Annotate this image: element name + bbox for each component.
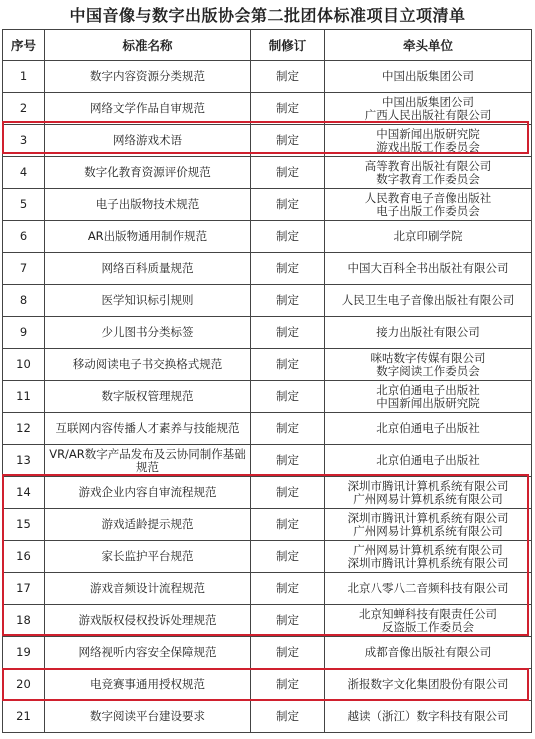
revision-type: 制定 bbox=[251, 189, 325, 221]
lead-unit-line: 北京八零八二音频科技有限公司 bbox=[347, 581, 509, 595]
lead-unit-line: 广州网易计算机系统有限公司 bbox=[353, 491, 503, 506]
row-number: 2 bbox=[3, 93, 45, 125]
lead-unit bbox=[325, 157, 532, 189]
table-row bbox=[3, 413, 532, 445]
lead-unit-line: 人民卫生电子音像出版社有限公司 bbox=[341, 293, 515, 307]
lead-unit-line: 中国新闻出版研究院 bbox=[376, 126, 480, 141]
table-row bbox=[3, 61, 532, 93]
revision-type: 制定 bbox=[251, 221, 325, 253]
lead-unit-line: 电子出版工作委员会 bbox=[376, 203, 480, 218]
header-type: 制修订 bbox=[251, 30, 325, 61]
lead-unit bbox=[325, 253, 532, 285]
lead-unit-line: 中国出版集团公司 bbox=[382, 69, 474, 83]
table-row bbox=[3, 701, 532, 733]
row-number: 9 bbox=[3, 317, 45, 349]
lead-unit-line: 数字教育工作委员会 bbox=[376, 171, 480, 186]
row-number: 3 bbox=[3, 125, 45, 157]
lead-unit-line: 反盗版工作委员会 bbox=[382, 619, 474, 634]
table-row bbox=[3, 253, 532, 285]
table-row bbox=[3, 349, 532, 381]
revision-type: 制定 bbox=[251, 541, 325, 573]
lead-unit bbox=[325, 285, 532, 317]
lead-unit-line: 数字阅读工作委员会 bbox=[376, 363, 480, 378]
lead-unit-line: 浙报数字文化集团股份有限公司 bbox=[347, 677, 509, 691]
row-number: 18 bbox=[3, 605, 45, 637]
standard-name: 网络游戏术语 bbox=[45, 125, 251, 157]
revision-type: 制定 bbox=[251, 605, 325, 637]
lead-unit bbox=[325, 637, 532, 669]
lead-unit-line: 广州网易计算机系统有限公司 bbox=[353, 542, 503, 557]
revision-type: 制定 bbox=[251, 253, 325, 285]
row-number: 15 bbox=[3, 509, 45, 541]
lead-unit bbox=[325, 317, 532, 349]
revision-type: 制定 bbox=[251, 669, 325, 701]
lead-unit-line: 成都音像出版社有限公司 bbox=[364, 645, 492, 659]
revision-type: 制定 bbox=[251, 157, 325, 189]
row-number: 14 bbox=[3, 477, 45, 509]
lead-unit-line: 游戏出版工作委员会 bbox=[376, 139, 480, 154]
row-number: 8 bbox=[3, 285, 45, 317]
lead-unit-line: 中国新闻出版研究院 bbox=[376, 395, 480, 410]
lead-unit bbox=[325, 701, 532, 733]
table-row bbox=[3, 445, 532, 477]
highlight-box-row-20 bbox=[2, 668, 529, 701]
table-row bbox=[3, 221, 532, 253]
row-number: 12 bbox=[3, 413, 45, 445]
standard-name: 网络百科质量规范 bbox=[45, 253, 251, 285]
row-number: 10 bbox=[3, 349, 45, 381]
header-name: 标准名称 bbox=[45, 30, 251, 61]
revision-type: 制定 bbox=[251, 93, 325, 125]
standard-name: 数字阅读平台建设要求 bbox=[45, 701, 251, 733]
lead-unit-line: 咪咕数字传媒有限公司 bbox=[370, 350, 486, 365]
row-number: 19 bbox=[3, 637, 45, 669]
table-row bbox=[3, 381, 532, 413]
lead-unit-line: 深圳市腾讯计算机系统有限公司 bbox=[347, 478, 509, 493]
revision-type: 制定 bbox=[251, 509, 325, 541]
standard-name: 游戏适龄提示规范 bbox=[45, 509, 251, 541]
standard-name: 医学知识标引规则 bbox=[45, 285, 251, 317]
lead-unit-line: 北京伯通电子出版社 bbox=[376, 453, 480, 467]
table-row bbox=[3, 157, 532, 189]
lead-unit-line: 北京知蝉科技有限责任公司 bbox=[359, 606, 497, 621]
lead-unit-line: 中国出版集团公司 bbox=[382, 94, 474, 109]
revision-type: 制定 bbox=[251, 381, 325, 413]
standard-name: 网络视听内容安全保障规范 bbox=[45, 637, 251, 669]
lead-unit bbox=[325, 381, 532, 413]
revision-type: 制定 bbox=[251, 413, 325, 445]
standard-name: 网络文学作品自审规范 bbox=[45, 93, 251, 125]
lead-unit-line: 接力出版社有限公司 bbox=[376, 325, 480, 339]
standard-name: 电子出版物技术规范 bbox=[45, 189, 251, 221]
standard-name: 数字内容资源分类规范 bbox=[45, 61, 251, 93]
revision-type: 制定 bbox=[251, 701, 325, 733]
lead-unit-line: 越读（浙江）数字科技有限公司 bbox=[347, 709, 509, 723]
row-number: 16 bbox=[3, 541, 45, 573]
highlight-box-rows-14-18 bbox=[2, 474, 529, 636]
revision-type: 制定 bbox=[251, 285, 325, 317]
standard-name: 家长监护平台规范 bbox=[45, 541, 251, 573]
lead-unit bbox=[325, 349, 532, 381]
revision-type: 制定 bbox=[251, 317, 325, 349]
standard-name: 数字化教育资源评价规范 bbox=[45, 157, 251, 189]
revision-type: 制定 bbox=[251, 637, 325, 669]
lead-unit bbox=[325, 445, 532, 477]
standard-name: 游戏企业内容自审流程规范 bbox=[45, 477, 251, 509]
lead-unit-line: 北京印刷学院 bbox=[393, 229, 463, 243]
lead-unit bbox=[325, 189, 532, 221]
lead-unit-line: 中国大百科全书出版社有限公司 bbox=[347, 261, 509, 275]
revision-type: 制定 bbox=[251, 61, 325, 93]
header-no: 序号 bbox=[3, 30, 45, 61]
row-number: 17 bbox=[3, 573, 45, 605]
standard-name: 互联网内容传播人才素养与技能规范 bbox=[45, 413, 251, 445]
revision-type: 制定 bbox=[251, 477, 325, 509]
lead-unit-line: 广西人民出版社有限公司 bbox=[364, 107, 492, 122]
revision-type: 制定 bbox=[251, 125, 325, 157]
header-unit: 牵头单位 bbox=[325, 30, 532, 61]
row-number: 4 bbox=[3, 157, 45, 189]
lead-unit bbox=[325, 413, 532, 445]
row-number: 20 bbox=[3, 669, 45, 701]
row-number: 21 bbox=[3, 701, 45, 733]
lead-unit-line: 深圳市腾讯计算机系统有限公司 bbox=[347, 555, 509, 570]
lead-unit bbox=[325, 61, 532, 93]
standard-name: AR出版物通用制作规范 bbox=[45, 221, 251, 253]
table-row bbox=[3, 637, 532, 669]
lead-unit-line: 深圳市腾讯计算机系统有限公司 bbox=[347, 510, 509, 525]
standard-name: 少儿图书分类标签 bbox=[45, 317, 251, 349]
standard-name: 游戏版权侵权投诉处理规范 bbox=[45, 605, 251, 637]
lead-unit bbox=[325, 221, 532, 253]
row-number: 7 bbox=[3, 253, 45, 285]
lead-unit-line: 北京伯通电子出版社 bbox=[376, 421, 480, 435]
revision-type: 制定 bbox=[251, 573, 325, 605]
row-number: 13 bbox=[3, 445, 45, 477]
lead-unit-line: 广州网易计算机系统有限公司 bbox=[353, 523, 503, 538]
standard-name: 移动阅读电子书交换格式规范 bbox=[45, 349, 251, 381]
table-row bbox=[3, 93, 532, 125]
table-row bbox=[3, 189, 532, 221]
row-number: 1 bbox=[3, 61, 45, 93]
table-header-row bbox=[3, 30, 532, 61]
standard-name: VR/AR数字产品发布及云协同制作基础规范 bbox=[45, 445, 251, 477]
table-row bbox=[3, 317, 532, 349]
standard-name: 数字版权管理规范 bbox=[45, 381, 251, 413]
revision-type: 制定 bbox=[251, 445, 325, 477]
table-row bbox=[3, 285, 532, 317]
lead-unit-line: 人民教育电子音像出版社 bbox=[364, 190, 492, 205]
row-number: 5 bbox=[3, 189, 45, 221]
lead-unit-line: 北京伯通电子出版社 bbox=[376, 382, 480, 397]
standard-name: 游戏音频设计流程规范 bbox=[45, 573, 251, 605]
row-number: 11 bbox=[3, 381, 45, 413]
standard-name: 电竞赛事通用授权规范 bbox=[45, 669, 251, 701]
page-title: 中国音像与数字出版协会第二批团体标准项目立项清单 bbox=[69, 6, 466, 25]
row-number: 6 bbox=[3, 221, 45, 253]
lead-unit-line: 高等教育出版社有限公司 bbox=[364, 158, 492, 173]
revision-type: 制定 bbox=[251, 349, 325, 381]
lead-unit bbox=[325, 93, 532, 125]
highlight-box-row-3 bbox=[2, 121, 529, 154]
